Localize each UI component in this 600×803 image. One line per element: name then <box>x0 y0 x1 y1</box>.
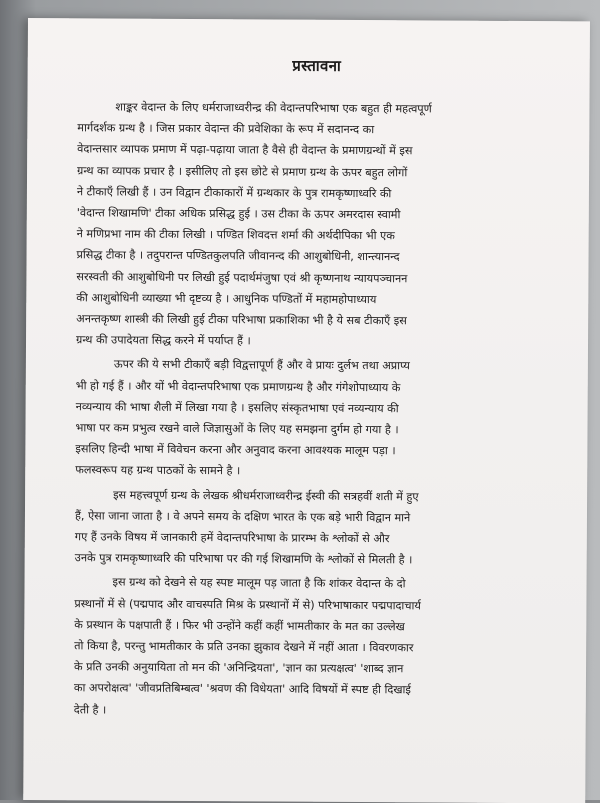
page-title: प्रस्तावना <box>292 56 342 75</box>
text-line: शाङ्कर वेदान्त के लिए धर्मराजाध्वरीन्द्र की वेदान्तपरिभाषा एक बहुत ही महत्वपूर्ण <box>115 100 432 116</box>
text-line: देती है । <box>73 702 107 717</box>
text-line: की आशुबोधिनी व्याख्या भी दृष्टव्य है । आधुनिक पण्डितों में महामहोपाध्याय <box>76 291 377 306</box>
text-line: भी हो गई हैं । और यों भी वेदान्तपरिभाषा एक प्रमाणग्रन्थ है और गंगेशोपाध्याय के <box>75 378 401 394</box>
text-line: का अपरोक्षत्व' 'जीवप्रतिबिम्बत्व' 'श्रवण की विधेयता' आदि विषयों में स्पष्ट ही दिखाई <box>73 681 411 697</box>
text-line: फलस्वरूप यह ग्रन्थ पाठकों के सामने है । <box>75 463 241 478</box>
text-line: अनन्तकृष्ण शास्त्री की लिखी हुई टीका परिभाषा प्रकाशिका भी है ये सब टीकाएँ इस <box>76 312 407 328</box>
text-line: भाषा पर कम प्रभुत्व रखने वाले जिज्ञासुओं के लिए यह समझना दुर्गम हो गया है । <box>75 421 399 437</box>
text-line: ग्रन्थ की उपादेयता सिद्ध करने में पर्याप्त हैं । <box>75 333 251 348</box>
text-line: ने टीकाएँ लिखी हैं । उन विद्वान टीकाकारों में ग्रन्थकार के पुत्र रामकृष्णाध्वरि की <box>76 185 392 201</box>
text-line: नव्यन्याय की भाषा शैली में लिखा गया है । इसलिए संस्कृतभाषा एवं नव्यन्याय की <box>75 400 399 416</box>
body-text <box>74 96 556 723</box>
text-line: इस महत्त्वपूर्ण ग्रन्थ के लेखक श्रीधर्मराजाध्वरीन्द्र ईस्वी की सत्रहवीं शती में हुए <box>113 488 419 504</box>
text-line: गए हैं उनके विषय में जानकारी हमें वेदान्तपरिभाषा के प्रारम्भ के श्लोकों से और <box>74 530 390 546</box>
text-line: ऊपर की ये सभी टीकाएँ बड़ी विद्वत्तापूर्ण हैं और वे प्रायः दुर्लभ तथा अप्राप्य <box>113 357 410 373</box>
paragraph <box>75 354 554 484</box>
paragraph <box>76 96 556 353</box>
paragraph <box>75 484 554 572</box>
paragraph <box>74 572 553 723</box>
text-line: ने मणिप्रभा नाम की टीका लिखी । पण्डित शिवदत्त शर्मा की अर्थदीपिका भी एक <box>76 227 395 243</box>
text-line: मार्गदर्शक ग्रन्थ है । जिस प्रकार वेदान्त की प्रवेशिका के रूप में सदानन्द का <box>77 121 375 137</box>
book-page <box>23 18 590 803</box>
text-line: 'वेदान्त शिखामणि' टीका अधिक प्रसिद्ध हुई । उस टीका के ऊपर अमरदास स्वामी <box>76 206 401 222</box>
text-line: उनके पुत्र रामकृष्णाध्वरि की परिभाषा पर की गई शिखामणि के श्लोकों से मिलती है । <box>74 551 413 567</box>
text-line: सरस्वती की आशुबोधिनी पर लिखी हुई पदार्थमंजुषा एवं श्री कृष्णनाथ न्यायपञ्चानन <box>76 269 408 285</box>
text-line: प्रस्थानों में से (पद्मपाद और वाचस्पति मिश्र के प्रस्थानों में से) परिभाषाकार पद्मपादाचार्य <box>74 596 421 613</box>
text-line: इसलिए हिन्दी भाषा में विवेचन करना और अनुवाद करना आवश्यक मालूम पड़ा । <box>75 442 396 458</box>
text-line: तो किया है, परन्तु भामतीकार के प्रति उनका झुकाव देखने में नहीं आता । विवरणकार <box>74 639 414 655</box>
text-line: के प्रति उनकी अनुयायिता तो मन की 'अनिन्द्रियता', 'ज्ञान का प्रत्यक्षत्व' 'शाब्द ज्ञान <box>73 660 404 676</box>
text-line: वेदान्तसार व्यापक प्रमाण में पढ़ा-पढ़ाया जाता है वैसे ही वेदान्त के प्रमाणग्रन्थों में इस <box>77 142 413 158</box>
text-line: प्रसिद्ध टीका है । तदुपरान्त पण्डितकुलपति जीवानन्द की आशुबोधिनी, शान्त्यानन्द <box>76 248 400 264</box>
text-line: के प्रस्थान के पक्षपाती हैं । फिर भी उन्होंने कहीं कहीं भामतीकार के मत का उल्लेख <box>74 618 405 634</box>
text-line: ग्रन्थ का व्यापक प्रचार है । इसीलिए तो इस छोटे से प्रमाण ग्रन्थ के ऊपर बहुत लोगों <box>77 163 408 179</box>
text-line: हैं, ऐसा जाना जाता है । वे अपने समय के दक्षिण भारत के एक बड़े भारी विद्वान माने <box>74 509 411 525</box>
text-line: इस ग्रन्थ को देखने से यह स्पष्ट मालूम पड़ जाता है कि शांकर वेदान्त के दो <box>112 575 406 591</box>
